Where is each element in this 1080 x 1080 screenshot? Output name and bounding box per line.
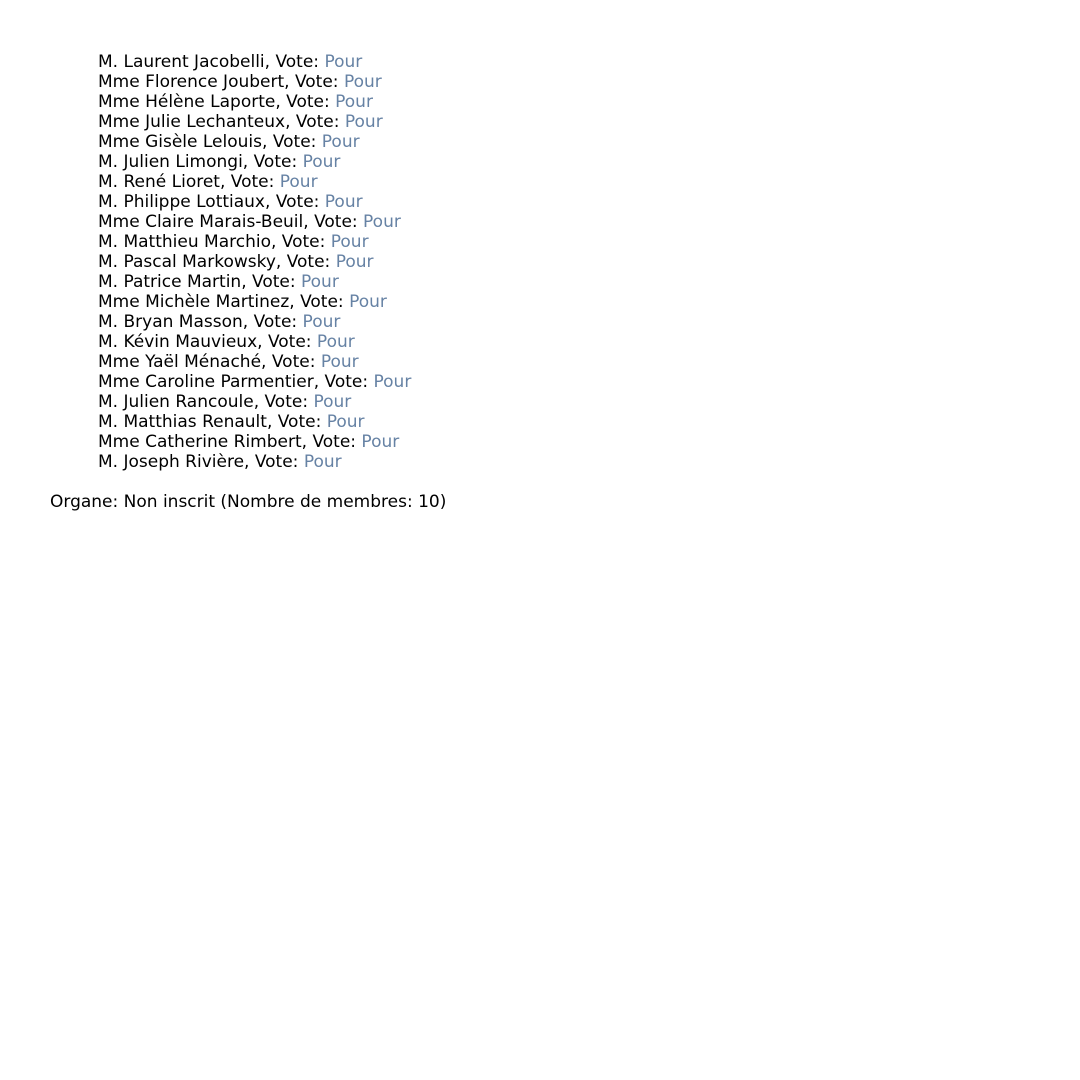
vote-prefix: Vote: (254, 452, 304, 472)
deputy-name: M. Bryan Masson (98, 312, 243, 332)
vote-prefix: Vote: (275, 192, 325, 212)
vote-value: Pour (335, 252, 374, 272)
vote-prefix: Vote: (272, 132, 322, 152)
deputy-name: M. Julien Rancoule (98, 392, 254, 412)
vote-item: Mme Claire Marais-Beuil, Vote: Pour (98, 212, 401, 232)
deputy-name: M. Laurent Jacobelli (98, 52, 265, 72)
vote-item: M. Matthias Renault, Vote: Pour (98, 412, 365, 432)
vote-value: Pour (330, 232, 369, 252)
deputy-name: Mme Hélène Laporte (98, 92, 276, 112)
vote-prefix: Vote: (300, 292, 350, 312)
vote-value: Pour (326, 412, 365, 432)
deputy-name: M. Julien Limongi (98, 152, 243, 172)
vote-prefix: Vote: (324, 372, 374, 392)
vote-item: M. Pascal Markowsky, Vote: Pour (98, 252, 374, 272)
vote-item: Mme Catherine Rimbert, Vote: Pour (98, 432, 400, 452)
vote-item: Mme Yaël Ménaché, Vote: Pour (98, 352, 359, 372)
deputy-name: Mme Michèle Martinez (98, 292, 290, 312)
vote-item: Mme Julie Lechanteux, Vote: Pour (98, 112, 383, 132)
vote-prefix: Vote: (275, 52, 325, 72)
deputy-name: M. Matthieu Marchio (98, 232, 271, 252)
vote-item: Mme Florence Joubert, Vote: Pour (98, 72, 382, 92)
vote-item: Mme Hélène Laporte, Vote: Pour (98, 92, 373, 112)
deputy-name: Mme Gisèle Lelouis (98, 132, 262, 152)
vote-prefix: Vote: (252, 272, 301, 292)
deputy-name: M. Pascal Markowsky (98, 252, 276, 272)
vote-value: Pour (361, 432, 400, 452)
vote-prefix: Vote: (267, 332, 317, 352)
vote-prefix: Vote: (281, 232, 331, 252)
vote-value: Pour (324, 192, 363, 212)
vote-value: Pour (313, 392, 352, 412)
vote-item: Mme Michèle Martinez, Vote: Pour (98, 292, 387, 312)
vote-value: Pour (373, 372, 412, 392)
deputy-name: M. Philippe Lottiaux (98, 192, 265, 212)
deputy-name: Mme Claire Marais-Beuil (98, 212, 304, 232)
deputy-name: M. René Lioret (98, 172, 220, 192)
deputy-name: Mme Julie Lechanteux (98, 112, 286, 132)
vote-prefix: Vote: (271, 352, 321, 372)
vote-item: M. Julien Rancoule, Vote: Pour (98, 392, 352, 412)
vote-item: M. Joseph Rivière, Vote: Pour (98, 452, 342, 472)
vote-item: M. Laurent Jacobelli, Vote: Pour (98, 52, 363, 72)
vote-prefix: Vote: (277, 412, 327, 432)
vote-list (98, 52, 411, 472)
deputy-name: Mme Caroline Parmentier (98, 372, 314, 392)
organe-heading: Organe: Non inscrit (Nombre de membres: 10) (50, 492, 447, 512)
deputy-name: M. Matthias Renault (98, 412, 267, 432)
vote-prefix: Vote: (294, 72, 344, 92)
vote-item: M. René Lioret, Vote: Pour (98, 172, 318, 192)
vote-item: M. Philippe Lottiaux, Vote: Pour (98, 192, 363, 212)
vote-prefix: Vote: (286, 252, 336, 272)
vote-item: M. Kévin Mauvieux, Vote: Pour (98, 332, 355, 352)
vote-prefix: Vote: (312, 432, 362, 452)
vote-value: Pour (335, 92, 373, 112)
vote-prefix: Vote: (286, 92, 336, 112)
vote-item: M. Matthieu Marchio, Vote: Pour (98, 232, 369, 252)
vote-value: Pour (301, 272, 339, 292)
vote-prefix: Vote: (253, 312, 303, 332)
vote-prefix: Vote: (295, 112, 345, 132)
deputy-name: M. Patrice Martin (98, 272, 242, 292)
vote-value: Pour (316, 332, 355, 352)
deputy-name: M. Kévin Mauvieux (98, 332, 258, 352)
vote-prefix: Vote: (264, 392, 314, 412)
vote-prefix: Vote: (230, 172, 280, 192)
vote-prefix: Vote: (314, 212, 364, 232)
vote-value: Pour (279, 172, 318, 192)
deputy-name: Mme Florence Joubert (98, 72, 285, 92)
vote-item: M. Julien Limongi, Vote: Pour (98, 152, 341, 172)
vote-item: Mme Caroline Parmentier, Vote: Pour (98, 372, 412, 392)
deputy-name: M. Joseph Rivière (98, 452, 245, 472)
vote-prefix: Vote: (253, 152, 303, 172)
vote-item: M. Patrice Martin, Vote: Pour (98, 272, 339, 292)
deputy-name: Mme Yaël Ménaché (98, 352, 262, 372)
vote-value: Pour (320, 352, 359, 372)
vote-value: Pour (302, 312, 341, 332)
vote-value: Pour (321, 132, 360, 152)
vote-item: M. Bryan Masson, Vote: Pour (98, 312, 341, 332)
vote-item: Mme Gisèle Lelouis, Vote: Pour (98, 132, 360, 152)
deputy-name: Mme Catherine Rimbert (98, 432, 302, 452)
vote-value: Pour (302, 152, 341, 172)
vote-value: Pour (324, 52, 363, 72)
vote-value: Pour (363, 212, 401, 232)
vote-value: Pour (343, 72, 382, 92)
vote-value: Pour (349, 292, 387, 312)
vote-value: Pour (344, 112, 383, 132)
vote-value: Pour (303, 452, 342, 472)
